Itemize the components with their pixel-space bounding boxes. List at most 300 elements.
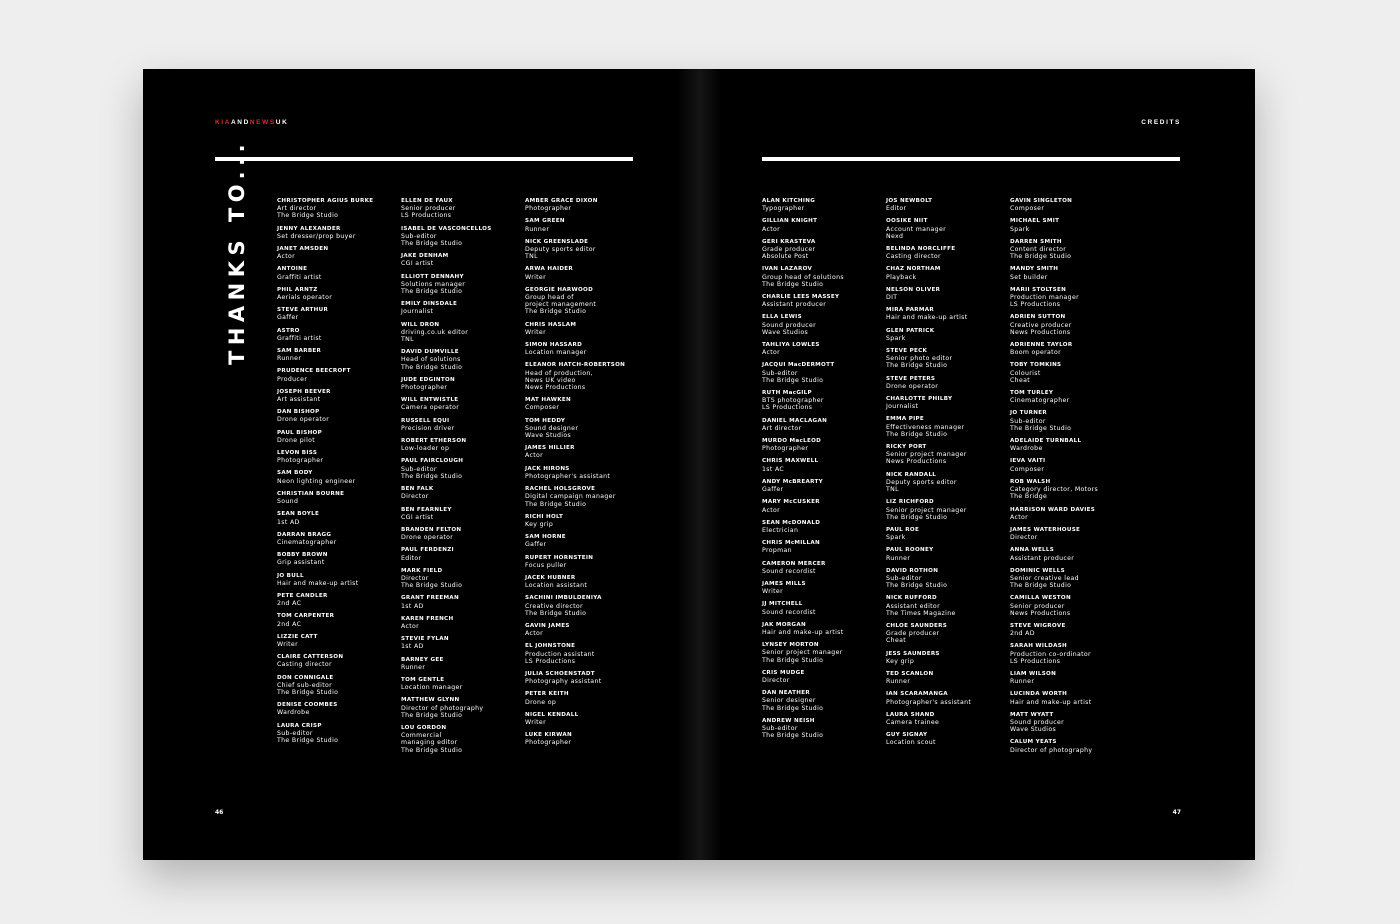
credit-name: SIMON HASSARD xyxy=(525,342,583,349)
credit-name: EMILY DINSDALE xyxy=(401,301,458,308)
credit-entry xyxy=(886,416,1010,438)
credit-name: JULIA SCHOENSTADT xyxy=(525,670,595,677)
credit-entry xyxy=(1010,218,1134,232)
credit-name: PAUL BISHOP xyxy=(277,429,323,436)
page-title: THANKS TO... xyxy=(225,138,249,365)
credit-name: ELLIOTT DENNAHY xyxy=(401,273,464,280)
credit-role: project management xyxy=(525,301,597,309)
credit-entry xyxy=(277,470,401,484)
credit-entry xyxy=(525,671,649,685)
credits-column xyxy=(525,198,649,760)
credit-role: Photographer's assistant xyxy=(886,698,972,706)
credit-entry xyxy=(525,397,649,411)
credit-role: Drone pilot xyxy=(277,436,316,444)
credit-role: TNL xyxy=(525,253,538,261)
credit-role: The Bridge Studio xyxy=(762,280,824,288)
credit-entry xyxy=(1010,479,1134,501)
credit-name: CHAZ NORTHAM xyxy=(886,266,941,273)
credit-entry xyxy=(525,362,649,391)
credit-role: Composer xyxy=(1010,205,1045,213)
credit-entry xyxy=(1010,527,1134,541)
credit-role: Cheat xyxy=(886,637,907,645)
credit-role: The Bridge Studio xyxy=(401,472,463,480)
credit-entry xyxy=(525,555,649,569)
credit-name: EL JOHNSTONE xyxy=(525,643,576,650)
credit-role: 1st AD xyxy=(401,602,424,610)
credit-entry xyxy=(1010,239,1134,261)
credit-name: ADRIENNE TAYLOR xyxy=(1010,342,1073,349)
credit-role: Actor xyxy=(762,349,781,357)
credit-name: IAN SCARAMANGA xyxy=(886,691,948,698)
brand-part-uk: UK xyxy=(275,119,289,126)
credit-name: CHRIS HASLAM xyxy=(525,321,577,328)
credit-entry xyxy=(886,623,1010,645)
credit-role: The Bridge Studio xyxy=(401,711,463,719)
credit-name: AMBER GRACE DIXON xyxy=(525,198,598,204)
credit-name: TED SCANLON xyxy=(886,670,934,677)
credit-entry xyxy=(401,486,525,500)
credit-role: Cheat xyxy=(1010,376,1031,384)
credit-role: Aerials operator xyxy=(277,294,333,302)
credit-name: JACK HIRONS xyxy=(525,465,570,472)
credit-role: Casting director xyxy=(277,661,332,669)
credit-role: Photographer xyxy=(525,205,572,213)
credit-name: SAM GREEN xyxy=(525,218,565,225)
credit-entry xyxy=(525,322,649,336)
credit-role: Sub-editor xyxy=(1010,417,1046,425)
credit-role: Category director, Motors xyxy=(1010,486,1099,494)
credit-role: Digital campaign manager xyxy=(525,493,616,501)
credit-name: RICHI HOLT xyxy=(525,513,564,520)
credit-name: LAURA SHAND xyxy=(886,711,935,718)
credit-entry xyxy=(1010,287,1134,309)
credit-role: Location manager xyxy=(525,349,587,357)
credit-entry xyxy=(1010,362,1134,384)
credit-entry xyxy=(886,328,1010,342)
credit-role: Location assistant xyxy=(525,582,588,590)
credit-role: Wave Studios xyxy=(1010,726,1057,734)
credit-name: CHARLOTTE PHILBY xyxy=(886,396,953,403)
credit-entry xyxy=(401,657,525,671)
credit-role: Senior creative lead xyxy=(1010,574,1079,582)
credit-role: Deputy sports editor xyxy=(886,478,957,486)
credit-name: LEVON BISS xyxy=(277,450,318,457)
credits-column xyxy=(886,198,1010,760)
credit-name: ELLA LEWIS xyxy=(762,314,802,321)
credit-role: Grade producer xyxy=(762,246,816,254)
credit-entry xyxy=(277,430,401,444)
credit-entry xyxy=(886,651,1010,665)
credit-entry xyxy=(401,568,525,590)
credit-name: DOMINIC WELLS xyxy=(1010,567,1065,574)
credit-role: Photographer's assistant xyxy=(525,472,611,480)
credit-name: LIZZIE CATT xyxy=(277,633,318,640)
credit-role: LS Productions xyxy=(525,657,576,665)
credit-role: Writer xyxy=(525,273,546,281)
credit-role: News Productions xyxy=(1010,328,1071,336)
credit-role: Gaffer xyxy=(762,486,784,494)
credit-role: Spark xyxy=(886,534,906,542)
credit-name: ROB WALSH xyxy=(1010,478,1051,485)
credit-role: Sub-editor xyxy=(401,465,437,473)
credit-name: RUPERT HORNSTEIN xyxy=(525,554,594,561)
credit-name: LUKE KIRWAN xyxy=(525,732,572,739)
credit-role: LS Productions xyxy=(762,404,813,412)
credit-entry xyxy=(886,287,1010,301)
credit-entry xyxy=(886,198,1010,212)
credit-role: Sound producer xyxy=(762,321,817,329)
credit-entry xyxy=(277,702,401,716)
credit-role: Drone operator xyxy=(886,382,939,390)
credit-role: Key grip xyxy=(886,657,915,665)
credit-role: Wardrobe xyxy=(1010,445,1043,453)
credit-entry xyxy=(401,527,525,541)
credit-role: Composer xyxy=(1010,465,1045,473)
credit-entry xyxy=(401,458,525,480)
credit-name: JAMES MILLS xyxy=(762,580,806,587)
credit-entry xyxy=(277,532,401,546)
brand-part-kia: KIA xyxy=(215,119,231,126)
credit-entry xyxy=(401,349,525,371)
credit-role: Journalist xyxy=(401,308,434,316)
credit-role: The Bridge Studio xyxy=(277,212,339,220)
credit-entry xyxy=(401,636,525,650)
credit-entry xyxy=(277,552,401,566)
credit-entry xyxy=(277,593,401,607)
credit-name: LAURA CRISP xyxy=(277,722,322,729)
credit-role: 1st AD xyxy=(277,518,300,526)
credit-entry xyxy=(277,511,401,525)
credit-name: ARWA HAIDER xyxy=(525,266,573,273)
credit-role: Production co-ordinator xyxy=(1010,650,1091,658)
credit-name: JUDE EDGINTON xyxy=(401,376,456,383)
credit-role: Actor xyxy=(277,253,296,261)
credit-name: MARY McCUSKER xyxy=(762,499,820,506)
credit-role: Journalist xyxy=(886,403,919,411)
credit-role: Head of production, xyxy=(525,369,593,377)
credit-role: The Bridge Studio xyxy=(886,362,948,370)
credit-entry xyxy=(401,595,525,609)
credit-role: Focus puller xyxy=(525,561,567,569)
credit-entry xyxy=(525,239,649,261)
credit-role: Wave Studios xyxy=(525,432,572,440)
credit-name: MARK FIELD xyxy=(401,567,443,574)
credit-entry xyxy=(886,444,1010,466)
credit-entry xyxy=(762,239,886,261)
credit-role: LS Productions xyxy=(401,212,452,220)
left-page xyxy=(143,69,699,860)
credit-name: CHRISTIAN BOURNE xyxy=(277,490,345,497)
credit-role: Wardrobe xyxy=(277,709,310,717)
credit-role: managing editor xyxy=(401,739,458,747)
credit-name: RICKY PORT xyxy=(886,444,927,451)
credit-role: Senior project manager xyxy=(762,649,843,657)
credit-name: MATTHEW GLYNN xyxy=(401,697,460,704)
credit-name: PETER KEITH xyxy=(525,691,569,698)
credit-role: Key grip xyxy=(525,520,554,528)
credit-role: Sound designer xyxy=(525,424,579,432)
credit-role: Hair and make-up artist xyxy=(277,579,359,587)
credit-role: Actor xyxy=(762,506,781,514)
credit-entry xyxy=(1010,266,1134,280)
credit-role: Precision driver xyxy=(401,424,455,432)
credit-entry xyxy=(886,472,1010,494)
section-running-head: CREDITS xyxy=(1141,119,1181,126)
credit-entry xyxy=(762,622,886,636)
credit-role: Group head of solutions xyxy=(762,273,844,281)
credit-role: Runner xyxy=(401,663,426,671)
credit-role: Hair and make-up artist xyxy=(762,628,844,636)
credit-entry xyxy=(277,246,401,260)
credit-entry xyxy=(277,634,401,648)
credit-role: The Bridge Studio xyxy=(762,732,824,740)
credit-role: Camera operator xyxy=(401,404,460,412)
credit-entry xyxy=(762,718,886,740)
credit-name: JACQUI MacDERMOTT xyxy=(762,362,835,369)
credit-role: Drone operator xyxy=(401,534,454,542)
credit-name: CALUM YEATS xyxy=(1010,739,1057,746)
credit-name: BELINDA NORCLIFFE xyxy=(886,246,956,253)
credit-name: ADELAIDE TURNBALL xyxy=(1010,438,1082,445)
credit-entry xyxy=(525,466,649,480)
credit-name: DAVID DUMVILLE xyxy=(401,349,459,356)
credit-entry xyxy=(886,307,1010,321)
credit-name: SAM BODY xyxy=(277,470,313,477)
credit-entry xyxy=(277,409,401,423)
credit-role: TNL xyxy=(886,486,899,494)
credit-name: GRANT FREEMAN xyxy=(401,595,459,602)
credit-role: Sub-editor xyxy=(886,574,922,582)
credit-entry xyxy=(277,328,401,342)
credit-name: TOM TURLEY xyxy=(1010,390,1054,397)
credit-role: Actor xyxy=(762,225,781,233)
credit-role: Grade producer xyxy=(886,630,940,638)
credit-name: TOM CARPENTER xyxy=(277,613,335,620)
credit-name: PRUDENCE BEECROFT xyxy=(277,368,351,375)
credit-entry xyxy=(1010,507,1134,521)
credit-name: ANDY McBREARTY xyxy=(762,478,823,485)
credit-entry xyxy=(277,613,401,627)
credit-role: The Times Magazine xyxy=(886,609,956,617)
credit-role: The Bridge Studio xyxy=(1010,253,1072,261)
credit-entry xyxy=(886,547,1010,561)
credit-role: The Bridge Studio xyxy=(401,288,463,296)
credit-role: Art director xyxy=(762,424,802,432)
credit-name: SEAN McDONALD xyxy=(762,519,821,526)
credit-role: 2nd AC xyxy=(277,600,302,608)
credit-entry xyxy=(525,266,649,280)
credit-role: The Bridge Studio xyxy=(401,240,463,248)
credit-entry xyxy=(1010,623,1134,637)
credit-role: Spark xyxy=(1010,225,1030,233)
credit-role: The Bridge Studio xyxy=(1010,424,1072,432)
credit-entry xyxy=(886,527,1010,541)
credit-name: NICK GREENSLADE xyxy=(525,238,589,245)
credit-entry xyxy=(401,322,525,344)
credit-entry xyxy=(762,601,886,615)
credit-role: Grip assistant xyxy=(277,559,325,567)
credit-name: NICK RANDALL xyxy=(886,471,937,478)
credit-role: Director xyxy=(401,574,429,582)
credit-role: Neon lighting engineer xyxy=(277,477,356,485)
credit-entry xyxy=(525,712,649,726)
credit-role: The Bridge Studio xyxy=(277,736,339,744)
credit-name: ANNA WELLS xyxy=(1010,547,1055,554)
credit-name: LYNSEY MORTON xyxy=(762,642,819,649)
credit-role: Sub-editor xyxy=(762,369,798,377)
credit-role: LS Productions xyxy=(1010,301,1061,309)
credit-name: STEVIE FYLAN xyxy=(401,636,449,643)
credit-entry xyxy=(277,266,401,280)
credit-name: CAMERON MERCER xyxy=(762,560,826,567)
credit-name: JO BULL xyxy=(277,572,304,579)
credits-column xyxy=(401,198,525,760)
credit-role: Senior designer xyxy=(762,697,816,705)
credit-entry xyxy=(525,418,649,440)
credit-role: Assistant producer xyxy=(762,301,827,309)
credit-entry xyxy=(762,561,886,575)
credit-role: Senior project manager xyxy=(886,506,967,514)
credit-name: DAN NEATHER xyxy=(762,690,810,697)
credit-entry xyxy=(886,691,1010,705)
credit-entry xyxy=(762,294,886,308)
brand-part-news: NEWS xyxy=(249,119,276,126)
credit-role: BTS photographer xyxy=(762,397,824,405)
credit-role: Group head of xyxy=(525,294,574,302)
credit-role: 2nd AD xyxy=(1010,630,1035,638)
credit-name: GILLIAN KNIGHT xyxy=(762,218,818,225)
credit-name: SAM BARBER xyxy=(277,348,322,355)
brand-running-head xyxy=(215,119,288,126)
credit-role: Runner xyxy=(277,355,302,363)
credit-name: JAKE DENHAM xyxy=(401,253,449,260)
credit-name: PAUL FAIRCLOUGH xyxy=(401,458,464,465)
credit-entry xyxy=(762,540,886,554)
credit-name: NICK RUFFORD xyxy=(886,595,937,602)
credit-name: MATT WYATT xyxy=(1010,711,1054,718)
credit-entry xyxy=(401,725,525,754)
credit-role: Director of photography xyxy=(1010,746,1093,754)
credit-role: Sound xyxy=(277,498,299,506)
credit-entry xyxy=(277,287,401,301)
credit-entry xyxy=(525,732,649,746)
credit-role: Production manager xyxy=(1010,294,1079,302)
credit-role: Chief sub-editor xyxy=(277,681,333,689)
credit-entry xyxy=(525,575,649,589)
credit-entry xyxy=(762,581,886,595)
credit-entry xyxy=(277,675,401,697)
credit-role: Runner xyxy=(1010,678,1035,686)
credit-entry xyxy=(886,671,1010,685)
credit-name: CHRIS MAXWELL xyxy=(762,458,819,465)
credit-name: PAUL FERDENZI xyxy=(401,547,454,554)
credit-role: The Bridge Studio xyxy=(525,609,587,617)
credit-entry xyxy=(762,218,886,232)
credit-role: Director xyxy=(762,676,790,684)
credit-name: SAM HORNE xyxy=(525,534,566,541)
credit-entry xyxy=(525,534,649,548)
credit-role: Effectiveness manager xyxy=(886,423,965,431)
credit-role: Creative producer xyxy=(1010,321,1072,329)
credit-entry xyxy=(1010,547,1134,561)
credit-entry xyxy=(1010,458,1134,472)
credit-role: Graffiti artist xyxy=(277,334,322,342)
credit-name: LIAM WILSON xyxy=(1010,670,1057,677)
credit-name: JESS SAUNDERS xyxy=(886,650,940,657)
credit-name: ELLEN DE FAUX xyxy=(401,198,453,204)
credit-role: News Productions xyxy=(886,458,947,466)
credit-role: Location scout xyxy=(886,739,936,747)
credit-role: Runner xyxy=(525,225,550,233)
credit-entry xyxy=(886,218,1010,240)
credit-entry xyxy=(525,218,649,232)
credit-entry xyxy=(762,670,886,684)
credit-name: PHIL ARNTZ xyxy=(277,286,318,293)
credit-role: Creative director xyxy=(525,602,583,610)
credit-entry xyxy=(401,616,525,630)
credit-role: Actor xyxy=(525,630,544,638)
credit-name: TOBY TOMKINS xyxy=(1010,362,1062,369)
credit-role: The Bridge Studio xyxy=(886,582,948,590)
credit-name: LOU GORDON xyxy=(401,724,447,731)
credit-entry xyxy=(1010,314,1134,336)
magazine-spread xyxy=(143,69,1255,860)
credit-role: Sub-editor xyxy=(401,232,437,240)
credit-role: Production assistant xyxy=(525,650,595,658)
credit-role: The Bridge Studio xyxy=(762,656,824,664)
credit-name: JENNY ALEXANDER xyxy=(277,225,341,232)
credit-role: Commercial xyxy=(401,732,442,740)
credit-role: Drone operator xyxy=(277,416,330,424)
credit-entry xyxy=(277,654,401,668)
credit-role: Producer xyxy=(277,375,308,383)
credit-role: Cinematographer xyxy=(277,538,337,546)
credit-entry xyxy=(1010,390,1134,404)
credit-role: Director xyxy=(1010,534,1038,542)
credit-role: Typographer xyxy=(762,205,805,213)
credit-entry xyxy=(401,418,525,432)
credit-name: JAK MORGAN xyxy=(762,621,806,628)
credit-name: DON CONNIGALE xyxy=(277,674,334,681)
credit-entry xyxy=(886,376,1010,390)
credit-name: BOBBY BROWN xyxy=(277,552,328,559)
credit-role: Photographer xyxy=(401,384,448,392)
credit-name: GUY SIGNAY xyxy=(886,732,928,739)
brand-part-and: AND xyxy=(231,119,250,126)
credit-role: Solutions manager xyxy=(401,280,466,288)
credit-name: WILL DRON xyxy=(401,321,440,328)
credit-entry xyxy=(762,479,886,493)
credit-entry xyxy=(1010,691,1134,705)
credit-name: DARRAN BRAGG xyxy=(277,531,332,538)
credit-name: ADRIEN SUTTON xyxy=(1010,314,1066,321)
credit-entry xyxy=(886,568,1010,590)
credit-entry xyxy=(401,377,525,391)
credit-entry xyxy=(1010,739,1134,753)
credit-role: Deputy sports editor xyxy=(525,246,596,254)
credit-role: Set dresser/prop buyer xyxy=(277,232,356,240)
credit-name: JAMES WATERHOUSE xyxy=(1010,526,1081,533)
credit-name: STEVE PETERS xyxy=(886,375,936,382)
credit-entry xyxy=(525,643,649,665)
credit-role: The Bridge Studio xyxy=(886,513,948,521)
credit-entry xyxy=(277,389,401,403)
credit-name: ANDREW NEISH xyxy=(762,717,815,724)
credit-role: Writer xyxy=(525,328,546,336)
credit-name: BEN FALK xyxy=(401,486,434,493)
credit-name: IEVA VAITI xyxy=(1010,458,1046,465)
credit-role: Art assistant xyxy=(277,396,321,404)
